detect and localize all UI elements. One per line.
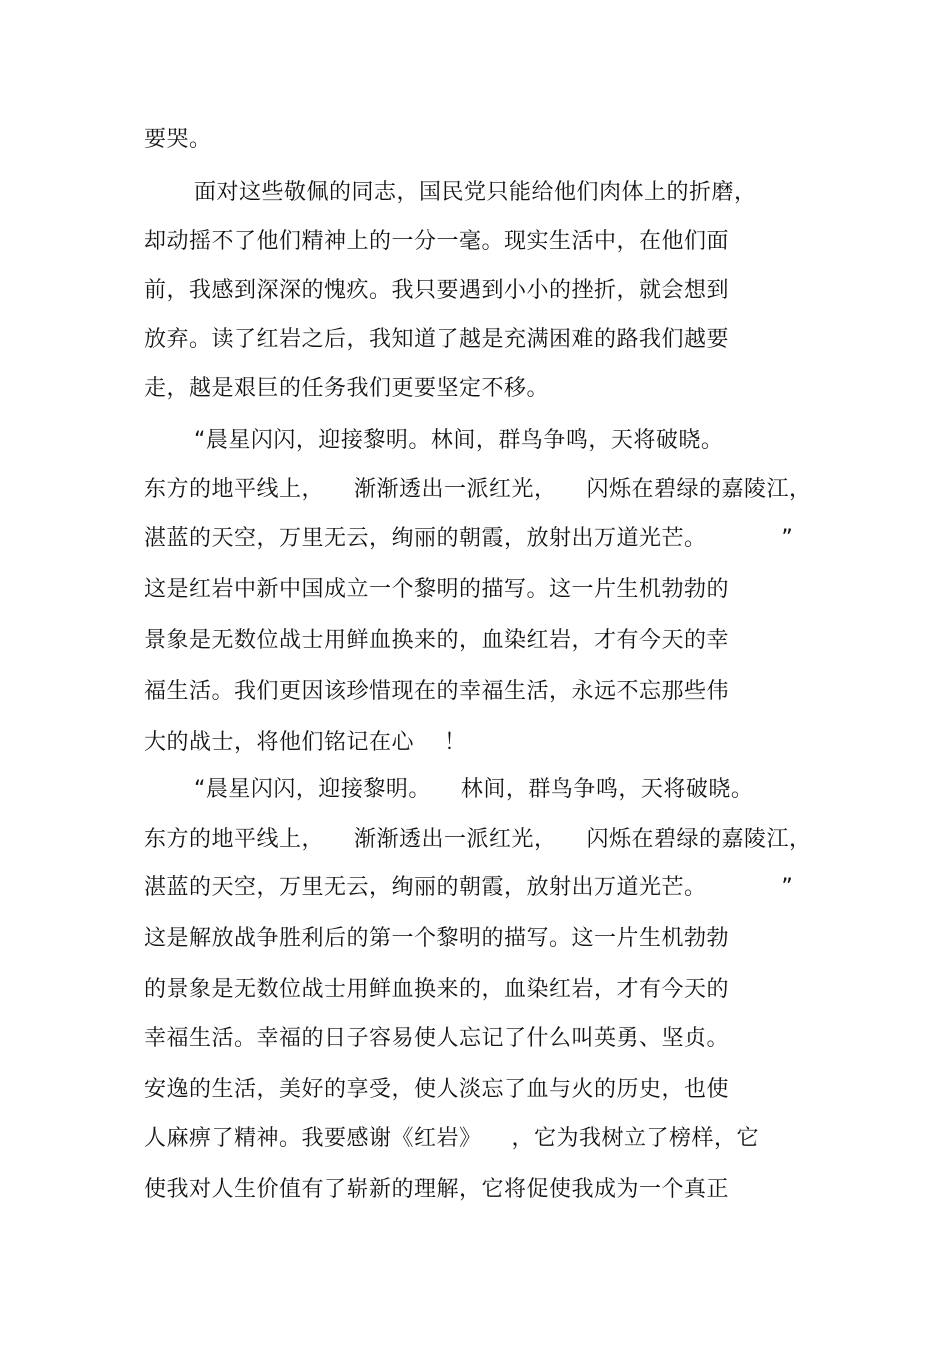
text-line: 安逸的生活，美好的享受，使人淡忘了血与火的历史，也使 bbox=[144, 1077, 730, 1102]
paragraph-first-line: 面对这些敬佩的同志，国民党只能给他们肉体上的折磨， bbox=[194, 180, 757, 205]
text-line: 的景象是无数位战士用鲜血换来的，血染红岩，才有今天的 bbox=[144, 977, 730, 1002]
text-line: 这是解放战争胜利后的第一个黎明的描写。这一片生机勃勃 bbox=[144, 926, 730, 951]
text-line: 湛蓝的天空，万里无云，绚丽的朝霞，放射出万道光芒。 ” bbox=[144, 875, 794, 900]
text-line: 东方的地平线上， 渐渐透出一派红光， 闪烁在碧绿的嘉陵江， bbox=[144, 827, 812, 852]
text-line: 幸福生活。幸福的日子容易使人忘记了什么叫英勇、坚贞。 bbox=[144, 1026, 730, 1051]
text-line: 人麻痹了精神。我要感谢《红岩》 ，它为我树立了榜样，它 bbox=[144, 1126, 759, 1151]
text-line: 要哭。 bbox=[144, 127, 212, 152]
paragraph-first-line: “晨星闪闪，迎接黎明。林间，群鸟争鸣，天将破晓。 bbox=[194, 428, 724, 453]
text-line: 景象是无数位战士用鲜血换来的，血染红岩，才有今天的幸 bbox=[144, 628, 730, 653]
text-line: 使我对人生价值有了崭新的理解，它将促使我成为一个真正 bbox=[144, 1177, 730, 1202]
text-line: 东方的地平线上， 渐渐透出一派红光， 闪烁在碧绿的嘉陵江， bbox=[144, 477, 812, 502]
text-line: 放弃。读了红岩之后，我知道了越是充满困难的路我们越要 bbox=[144, 327, 730, 352]
text-line: 大的战士，将他们铭记在心 ！ bbox=[144, 730, 467, 755]
text-line: 福生活。我们更因该珍惜现在的幸福生活，永远不忘那些伟 bbox=[144, 679, 730, 704]
text-line: 走，越是艰巨的任务我们更要坚定不移。 bbox=[144, 376, 550, 401]
paragraph-first-line: “晨星闪闪，迎接黎明。 林间，群鸟争鸣，天将破晓。 bbox=[194, 777, 754, 802]
text-line: 这是红岩中新中国成立一个黎明的描写。这一片生机勃勃的 bbox=[144, 577, 730, 602]
text-line: 湛蓝的天空，万里无云，绚丽的朝霞，放射出万道光芒。 ” bbox=[144, 526, 794, 551]
text-line: 却动摇不了他们精神上的一分一毫。现实生活中，在他们面 bbox=[144, 229, 730, 254]
text-line: 前，我感到深深的愧疚。我只要遇到小小的挫折，就会想到 bbox=[144, 278, 730, 303]
